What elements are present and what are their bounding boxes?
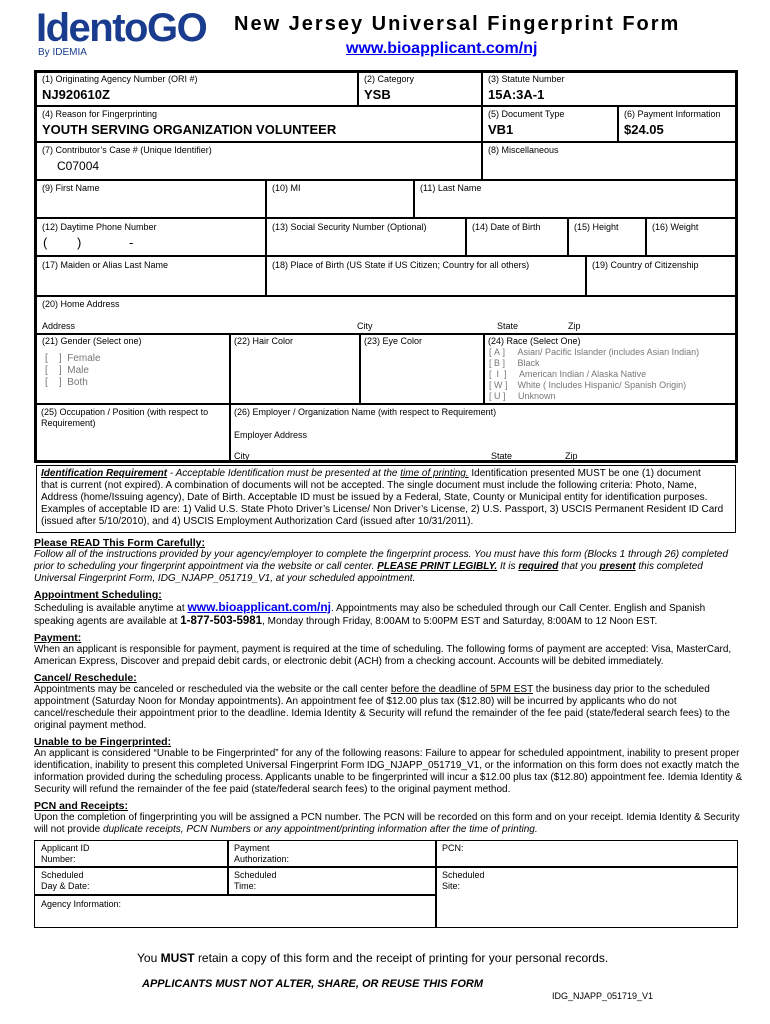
occupation-label: (25) Occupation / Position (with respect to (41, 407, 209, 417)
pcn-line1: Upon the completion of fingerprinting you will be assigned a PCN number. The PCN will be recorded on this form and on your receipt. Idemia Identity & Security (34, 812, 740, 823)
pcn-cell[interactable] (436, 840, 738, 867)
read-line3: Universal Fingerprint Form, IDG_NJAPP_051719_V1, at your scheduled appointment. (34, 573, 416, 584)
payment-cell[interactable] (618, 106, 736, 142)
employer-state-label: State (491, 451, 513, 461)
scheduled-site-label: Scheduled (442, 870, 485, 880)
identogo-logo: IdentoGO (36, 6, 207, 50)
applicant-id-cell[interactable] (34, 840, 228, 867)
last-name-cell[interactable] (414, 180, 736, 218)
employer-city-label: City (234, 451, 250, 461)
mi-cell[interactable] (266, 180, 414, 218)
phone-label: (12) Daytime Phone Number (42, 222, 157, 232)
pcn-label: PCN: (442, 843, 464, 853)
applicant-id-label: Applicant ID (41, 843, 90, 853)
category-label: (2) Category (364, 74, 415, 84)
race-option-w[interactable]: [ W ] White ( Includes Hispanic/ Spanish Origin) (489, 380, 687, 390)
appointment-heading: Appointment Scheduling: (34, 589, 162, 601)
race-option-u[interactable]: [ U ] Unknown (489, 391, 556, 401)
misc-cell[interactable] (482, 142, 736, 180)
doctype-value: VB1 (488, 122, 514, 137)
id-requirement-line5: (issued after 5/10/2010), and 4) USCIS Employment Authorization Card (issued after 10/31/2011). (41, 516, 474, 527)
mi-label: (10) MI (272, 183, 301, 193)
payment-line1: When an applicant is responsible for payment, payment is required at the time of scheduling. The following forms of payment are accepted: Visa, MasterCard, (34, 644, 732, 655)
eye-cell[interactable] (360, 334, 484, 404)
occupation-cell[interactable] (36, 404, 230, 461)
race-cell (484, 334, 736, 404)
cancel-line1: Appointments may be canceled or rescheduled via the website or the call center before the deadline of 5PM EST the business day prior to the scheduled (34, 684, 710, 695)
retain-notice: You MUST retain a copy of this form and the receipt of printing for your personal records. (137, 951, 609, 965)
gender-male-option[interactable]: [ ] Male (45, 365, 89, 376)
state-label: State (497, 321, 519, 331)
home-address-label: (20) Home Address (42, 299, 120, 309)
statute-label: (3) Statute Number (488, 74, 565, 84)
race-label: (24) Race (Select One) (488, 336, 581, 346)
payment-auth-cell[interactable] (228, 840, 436, 867)
pcn-heading: PCN and Receipts: (34, 800, 128, 812)
time-label: Time: (234, 881, 257, 891)
home-address-cell[interactable] (36, 296, 736, 334)
read-heading: Please READ This Form Carefully: (34, 537, 205, 549)
unable-line1: An applicant is considered “Unable to be Fingerprinted” for any of the following reasons: Failure to appear for scheduled appointment, inability to present proper (34, 748, 740, 759)
reason-value: YOUTH SERVING ORGANIZATION VOLUNTEER (42, 122, 337, 137)
day-date-label: Day & Date: (41, 881, 90, 891)
pob-label: (18) Place of Birth (US State if US Citizen; Country for all others) (272, 260, 530, 270)
payment-line2: American Express, Discover and prepaid debit cards, or electronic debit (ACH) from a checking account. Accounts will be debited immediately. (34, 656, 664, 667)
weight-cell[interactable] (646, 218, 736, 256)
address-label: Address (42, 321, 76, 331)
payment-heading: Payment: (34, 632, 82, 644)
eye-label: (23) Eye Color (364, 336, 423, 346)
misc-label: (8) Miscellaneous (488, 145, 559, 155)
appointment-line1: Scheduling is available anytime at www.bioapplicant.com/nj. Appointments may also be scheduled through our Call Center. English and Spanish (34, 600, 706, 614)
payment-auth-label-2: Authorization: (234, 854, 290, 864)
ssn-label: (13) Social Security Number (Optional) (272, 222, 427, 232)
warning-notice: APPLICANTS MUST NOT ALTER, SHARE, OR REUSE THIS FORM (142, 978, 484, 990)
payment-auth-label: Payment (234, 843, 270, 853)
height-label: (15) Height (574, 222, 619, 232)
hair-label: (22) Hair Color (234, 336, 294, 346)
cancel-line3: cancel/reschedule their appointment prior to the deadline. Idemia Identity & Security will refund the remainder of the fee paid (state/federal search fees) to the (34, 708, 730, 719)
id-requirement-box (36, 465, 736, 533)
id-requirement-line1: Identification Requirement - Acceptable Identification must be presented at the time of printing. Identification presented MUST be one (1) document (41, 468, 701, 479)
ori-cell[interactable] (36, 72, 358, 106)
pcn-line2: will not provide duplicate receipts, PCN Numbers or any appointment/printing information after the time of printing. (34, 824, 538, 835)
page-title: New Jersey Universal Fingerprint Form (234, 13, 681, 35)
maiden-label: (17) Maiden or Alias Last Name (42, 260, 169, 270)
height-cell[interactable] (568, 218, 646, 256)
statute-value: 15A:3A-1 (488, 87, 545, 102)
phone-open-paren: ( (43, 235, 48, 250)
employer-zip-label: Zip (565, 451, 578, 461)
id-requirement-line3: Address (home/Issuing agency), Date of Birth. Acceptable ID must be issued by a Federal, State, County or Municipal entity for identification purposes. (41, 492, 708, 503)
reason-label: (4) Reason for Fingerprinting (42, 109, 158, 119)
occupation-label-cont: Requirement) (41, 418, 96, 428)
pob-cell[interactable] (266, 256, 586, 296)
race-option-a[interactable]: [ A ] Asian/ Pacific Islander (includes Asian Indian) (489, 347, 700, 357)
case-value: C07004 (57, 159, 100, 173)
maiden-cell[interactable] (36, 256, 266, 296)
phone-cell[interactable] (36, 218, 266, 256)
payment-label: (6) Payment Information (624, 109, 721, 119)
category-value: YSB (364, 87, 391, 102)
scheduled-date-label: Scheduled (41, 870, 84, 880)
employer-address-label: Employer Address (234, 430, 308, 440)
scheduled-site-cell[interactable] (436, 867, 738, 928)
dob-cell[interactable] (466, 218, 568, 256)
gender-both-option[interactable]: [ ] Both (45, 377, 88, 388)
ssn-cell[interactable] (266, 218, 466, 256)
site-label: Site: (442, 881, 461, 891)
scheduled-time-label: Scheduled (234, 870, 277, 880)
phone-dash: - (129, 235, 134, 250)
gender-cell (36, 334, 230, 404)
employer-label: (26) Employer / Organization Name (with respect to Requirement) (234, 407, 497, 417)
statute-cell[interactable] (482, 72, 736, 106)
case-label: (7) Contributor’s Case # (Unique Identifier) (42, 145, 212, 155)
phone-close-paren: ) (77, 235, 82, 250)
scheduled-date-cell[interactable] (34, 867, 228, 895)
employer-cell[interactable] (230, 404, 736, 461)
city-label: City (357, 321, 373, 331)
form-id: IDG_NJAPP_051719_V1 (552, 991, 654, 1001)
read-line1: Follow all of the instructions provided by your agency/employer to complete the fingerprint process. You must have this form (Blocks 1 through 26) completed (34, 549, 729, 560)
citizenship-cell[interactable] (586, 256, 736, 296)
last-name-label: (11) Last Name (420, 183, 482, 193)
appointment-line2: speaking agents are available at 1-877-503-5981, Monday through Friday, 8:00AM to 5:00PM EST and Saturday, 8:00AM to 12 Noon EST. (34, 615, 658, 627)
case-cell[interactable] (36, 142, 482, 180)
unable-line2: identification, inability to present this completed Universal Fingerprint Form IDG_NJAPP_051719_V1, or the information on this form does not exactly match the (34, 760, 740, 771)
weight-label: (16) Weight (652, 222, 699, 232)
agency-info-cell[interactable] (34, 895, 436, 928)
first-name-cell[interactable] (36, 180, 266, 218)
cancel-line2: appointment (Saturday Noon for Monday appointments). An appointment fee of $12.00 plus tax ($12.80) will be incurred by applicants who do not (34, 696, 677, 707)
category-cell[interactable] (358, 72, 482, 106)
logo-subtitle: By IDEMIA (38, 47, 87, 58)
first-name-label: (9) First Name (42, 183, 100, 193)
unable-line3: information provided during the scheduling process. Applicants unable to be fingerprinted will incur a $12.00 plus tax ($12.80) appointment fee. Idemia Identity & (34, 772, 743, 783)
payment-value: $24.05 (624, 122, 664, 137)
applicant-number-label: Number: (41, 854, 76, 864)
read-line2: prior to scheduling your fingerprint appointment via the website or call center. PLEASE PRINT LEGIBLY. It is required that you present this completed (34, 561, 703, 572)
cancel-line4: original payment method. (34, 720, 147, 731)
doctype-label: (5) Document Type (488, 109, 565, 119)
id-requirement-line4: Examples of acceptable ID are: 1) Valid U.S. State Photo Driver’s License/ Non Driver’s License, 2) U.S. Passport, 3) USCIS Permanent Resident ID Card (41, 504, 724, 515)
appointment-url-link[interactable]: www.bioapplicant.com/nj (187, 600, 332, 614)
dob-label: (14) Date of Birth (472, 222, 541, 232)
scheduled-time-cell[interactable] (228, 867, 436, 895)
ori-label: (1) Originating Agency Number (ORI #) (42, 74, 198, 84)
header-url-link[interactable]: www.bioapplicant.com/nj (346, 40, 538, 57)
reason-cell[interactable] (36, 106, 482, 142)
agency-info-label: Agency Information: (41, 899, 122, 909)
id-requirement-line2: that is current (not expired). A combination of documents will not be accepted. The single document must include the following criteria: Photo, Name, (41, 480, 697, 491)
doctype-cell[interactable] (482, 106, 618, 142)
race-option-i[interactable]: [ I ] American Indian / Alaska Native (489, 369, 647, 379)
gender-label: (21) Gender (Select one) (42, 336, 142, 346)
race-option-b[interactable]: [ B ] Black (489, 358, 540, 368)
cancel-heading: Cancel/ Reschedule: (34, 672, 137, 684)
hair-cell[interactable] (230, 334, 360, 404)
gender-female-option[interactable]: [ ] Female (45, 353, 101, 364)
citizenship-label: (19) Country of Citizenship (592, 260, 699, 270)
zip-label: Zip (568, 321, 581, 331)
unable-heading: Unable to be Fingerprinted: (34, 736, 172, 748)
ori-value: NJ920610Z (42, 87, 110, 102)
unable-line4: Security will refund the remainder of the fee paid (state/federal search fees) to the original payment method. (34, 784, 511, 795)
